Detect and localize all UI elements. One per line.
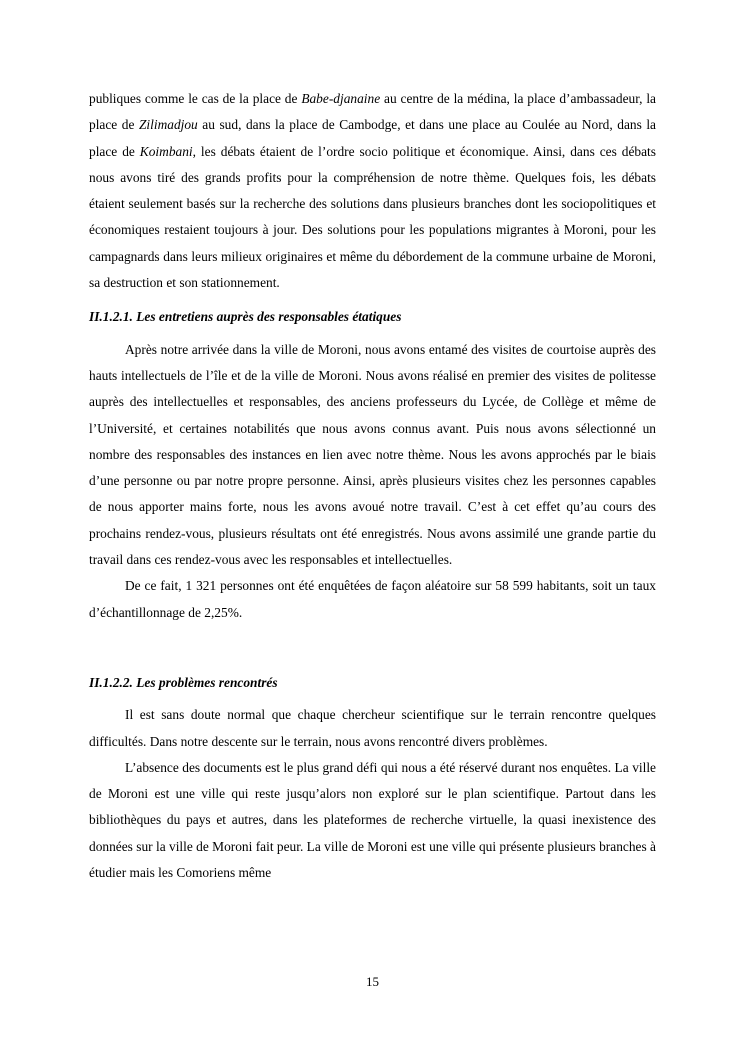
paragraph-text: publiques comme le cas de la place de [89,91,302,106]
paragraph-text: au centre de la médina, la place d’ambassadeur, la place de [89,91,656,133]
section-heading-interviews: II.1.2.1. Les entretiens auprès des responsables étatiques [89,309,402,325]
paragraph-sampling: De ce fait, 1 321 personnes ont été enquêtées de façon aléatoire sur 58 599 habitants, soit un taux d’échantillonnage de 2,25%. [89,578,656,620]
paragraph-text: , les débats étaient de l’ordre socio politique et économique. Ainsi, dans ces débats nous avons tiré des grands profits pour la compréhension de notre thème. Quelques fois, les débats étaient seulement basés sur la recherche des solutions dans plusieurs branches dont les sociopolitiques et économiques restaient toujours à jour. Des solutions pour les populations migrantes à Moroni, pour les campagnards dans leurs milieux originaires et même du débordement de la commune urbaine de Moroni, sa destruction et son stationnement. [89,143,656,291]
place-name-babe-djanaine: Babe-djanaine [301,91,381,106]
paragraph-interviews: Après notre arrivée dans la ville de Moroni, nous avons entamé des visites de courtoise auprès des hauts intellectuels de l’île et de la ville de Moroni. Nous avons réalisé en premier des visites de politesse auprès des intellectuelles et responsables, des anciens professeurs du Lycée, de Collège et même de l’Université, et certaines notabilités que nous avons connus avant. Puis nous avons sélectionné un nombre des responsables des instances en lien avec notre thème. Nous les avons approchés par le biais d’une personne ou par notre propre personne. Ainsi, après plusieurs visites chez les personnes capables de nous apporter mains forte, nous les avons avoué notre travail. C’est à cet effet qu’au cours des prochains rendez-vous, plusieurs résultats ont été enregistrés. Nous avons assimilé une grande partie du travail dans ces rendez-vous avec les responsables et intellectuelles. [89,341,656,568]
page-number: 15 [366,974,379,989]
paragraph-text: au sud, dans la place de Cambodge, et dans une place au Coulée au Nord, dans la place de [89,117,656,159]
paragraph-missing-documents: L’absence des documents est le plus grand défi qui nous a été réservé durant nos enquêtes. La ville de Moroni est une ville qui reste jusqu’alors non exploré sur le plan scientifique. Partout dans les bibliothèques du pays et autres, dans les plateformes de recherche virtuelle, la quasi inexistence des données sur la ville de Moroni fait peur. La ville de Moroni est une ville qui présente plusieurs branches à étudier mais les Comoriens même [89,759,656,881]
paragraph-place-debates [89,86,656,296]
paragraph-difficulties: Il est sans doute normal que chaque chercheur scientifique sur le terrain rencontre quelques difficultés. Dans notre descente sur le terrain, nous avons rencontré divers problèmes. [89,707,656,749]
place-name-zilimadjou: Zilimadjou [138,117,198,133]
place-name-koimbani: Koimbani [139,143,193,159]
section-heading-problems: II.1.2.2. Les problèmes rencontrés [89,674,278,690]
